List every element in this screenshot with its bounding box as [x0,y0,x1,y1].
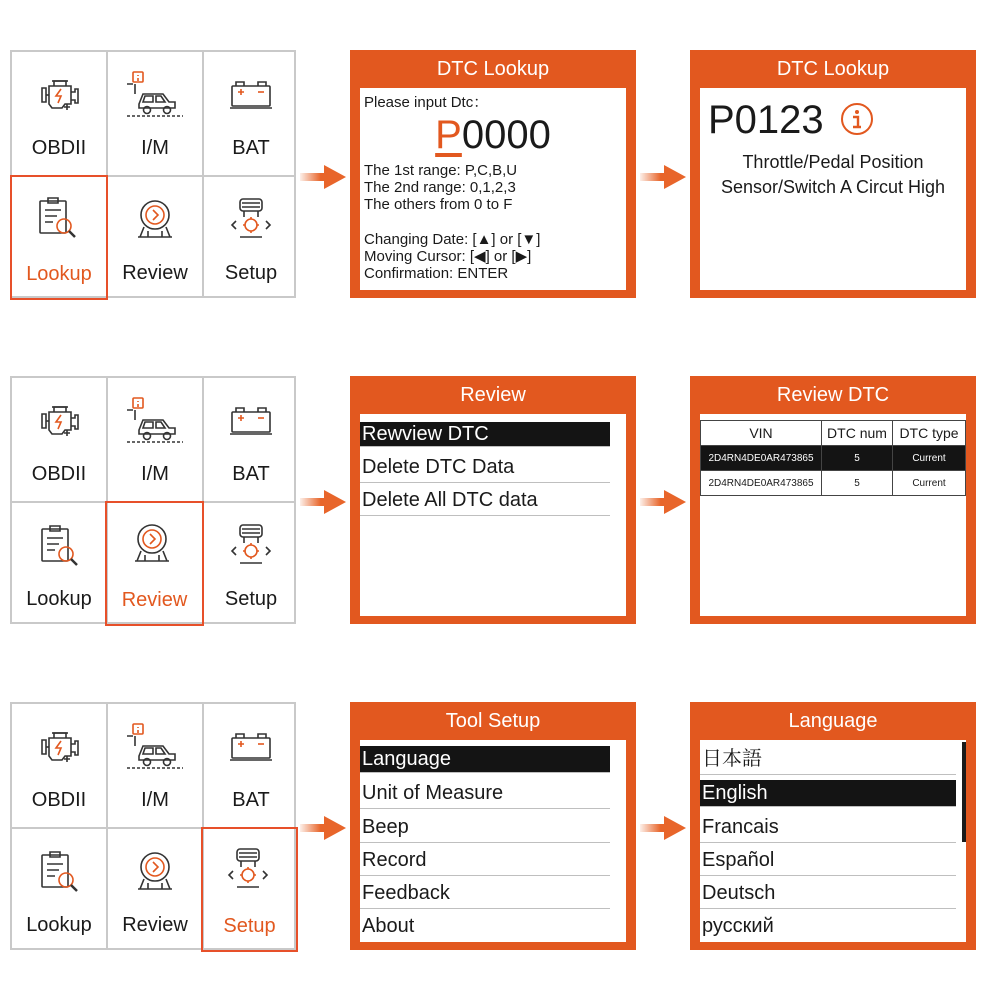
dtc-table [700,420,966,496]
lookup-icon [34,521,84,571]
review-dtc-screen [690,376,976,624]
menu-im-label: I/M [141,789,169,811]
screen-title: DTC Lookup [436,58,550,80]
arrow-right-icon [300,163,350,191]
help-line: Changing Date: [▲] or [▼] [364,231,541,248]
review-item-review-dtc[interactable]: Rewview DTC [360,422,610,447]
menu-review[interactable] [105,501,204,626]
setup-item-feedback[interactable]: Feedback [360,878,610,909]
menu-setup[interactable] [201,827,298,952]
screen-body [700,414,966,616]
menu-lookup-label: Lookup [26,914,92,936]
menu-setup[interactable] [204,177,298,299]
dtc-code-digits: 0000 [461,113,551,157]
battery-icon [226,722,276,772]
setup-icon [226,195,276,245]
arrow-right-icon [300,814,350,842]
help-line: Moving Cursor: [◀] or [▶] [364,248,532,265]
menu-obdii-label: OBDII [31,463,87,485]
info-icon[interactable] [840,102,874,136]
dtc-lookup-result-screen [690,50,976,298]
menu-im[interactable] [108,378,202,500]
screen-body [700,88,966,290]
language-item-english[interactable]: English [700,780,956,807]
vin-cell: 2D4RN4DE0AR473865 [701,471,822,496]
screen-body [360,414,626,616]
menu-setup-label: Setup [224,262,278,284]
menu-setup-label: Setup [224,588,278,610]
menu-bat[interactable] [204,704,298,826]
engine-icon [34,396,84,446]
dtc-num-cell: 5 [822,446,893,471]
menu-review-label: Review [121,589,188,611]
dtc-description-line: Throttle/Pedal Position [742,152,924,172]
table-header [701,421,966,446]
main-menu-grid-3 [10,702,296,950]
review-screen [350,376,636,624]
setup-item-language[interactable]: Language [360,746,610,773]
menu-obdii[interactable] [12,52,106,174]
screen-title: Tool Setup [445,710,541,732]
review-item-delete-dtc[interactable]: Delete DTC Data [360,452,610,483]
dtc-prompt: Please input Dtc： [364,94,489,111]
menu-obdii[interactable] [12,704,106,826]
menu-bat-label: BAT [232,137,270,159]
menu-lookup-label: Lookup [26,263,92,285]
table-row[interactable] [701,446,966,471]
engine-icon [34,70,84,120]
dtc-type-cell: Current [893,471,966,496]
screen-title: Review [460,384,526,406]
menu-setup[interactable] [204,503,298,625]
range-line: The others from 0 to F [364,196,513,213]
setup-item-about[interactable]: About [362,915,415,937]
menu-im-label: I/M [141,463,169,485]
menu-review-label: Review [122,914,188,936]
table-row[interactable] [701,471,966,496]
menu-review[interactable] [108,829,202,951]
arrow-right-icon [640,488,690,516]
menu-setup-label: Setup [223,915,276,937]
menu-obdii[interactable] [12,378,106,500]
setup-icon [223,845,273,895]
menu-bat[interactable] [204,52,298,174]
column-header: DTC num [822,421,893,446]
vin-cell: 2D4RN4DE0AR473865 [701,446,822,471]
menu-lookup-label: Lookup [26,588,92,610]
review-icon [130,847,180,897]
arrow-right-icon [640,814,690,842]
menu-obdii-label: OBDII [31,137,87,159]
main-menu-grid-2 [10,376,296,624]
screen-title: Review DTC [776,384,890,406]
range-line: The 1st range: P,C,B,U [364,162,518,179]
language-item-deutsch[interactable]: Deutsch [700,878,956,909]
menu-review-label: Review [122,262,188,284]
screen-title: DTC Lookup [776,58,890,80]
menu-review[interactable] [108,177,202,299]
lookup-icon [32,193,82,243]
dtc-lookup-screen [350,50,636,298]
column-header: DTC type [893,421,966,446]
car-inspection-icon [125,396,185,446]
setup-icon [226,521,276,571]
main-menu-grid-1 [10,50,296,298]
column-header: VIN [701,421,822,446]
dtc-code-cursor: P [435,113,462,157]
setup-item-unit-of-measure[interactable]: Unit of Measure [360,778,610,809]
menu-bat-label: BAT [232,463,270,485]
arrow-right-icon [640,163,690,191]
menu-im[interactable] [108,52,202,174]
dtc-description-line: Sensor/Switch A Circut High [720,177,946,197]
menu-im-label: I/M [141,137,169,159]
help-line: Confirmation: ENTER [364,265,509,282]
dtc-code: P0123 [708,98,824,142]
car-inspection-icon [125,722,185,772]
range-line: The 2nd range: 0,1,2,3 [364,179,516,196]
dtc-code-input[interactable] [360,112,626,158]
language-item-espanol[interactable]: Español [700,845,956,876]
menu-im[interactable] [108,704,202,826]
language-screen [690,702,976,950]
screen-body [360,88,626,290]
review-item-delete-all[interactable]: Delete All DTC data [360,485,610,516]
setup-item-beep[interactable]: Beep [360,812,610,843]
dtc-type-cell: Current [893,446,966,471]
engine-icon [34,722,84,772]
dtc-num-cell: 5 [822,471,893,496]
lookup-icon [34,847,84,897]
review-icon [127,519,177,569]
menu-bat[interactable] [204,378,298,500]
review-icon [130,195,180,245]
scrollbar[interactable] [962,742,966,842]
menu-obdii-label: OBDII [31,789,87,811]
arrow-right-icon [300,488,350,516]
screen-title: Language [788,710,878,732]
car-inspection-icon [125,70,185,120]
screen-body [700,740,966,942]
language-item-japanese[interactable]: 日本語 [700,744,956,775]
battery-icon [226,396,276,446]
tool-setup-screen [350,702,636,950]
language-item-francais[interactable]: Francais [700,812,956,843]
battery-icon [226,70,276,120]
menu-lookup[interactable] [12,829,106,951]
language-item-russian[interactable]: русский [702,915,774,937]
menu-lookup[interactable] [12,503,106,625]
setup-item-record[interactable]: Record [360,845,610,876]
menu-lookup[interactable] [10,175,108,300]
dtc-description [700,150,966,200]
screen-body [360,740,626,942]
menu-bat-label: BAT [232,789,270,811]
